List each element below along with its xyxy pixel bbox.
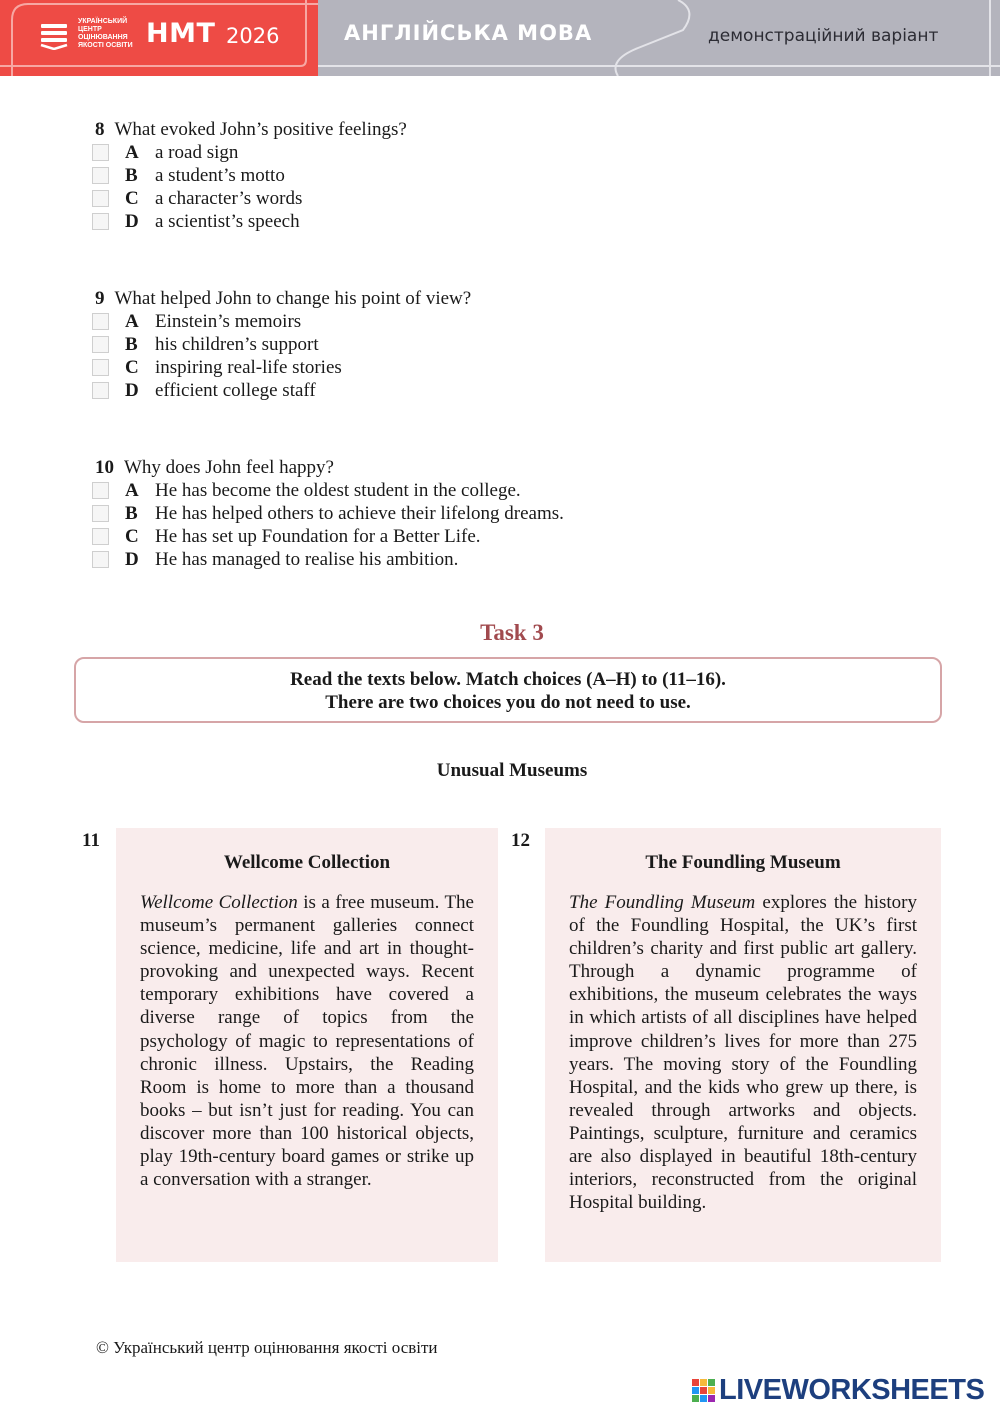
header-brand-panel <box>0 0 318 76</box>
answer-option[interactable] <box>92 525 652 548</box>
text-number: 11 <box>82 830 100 851</box>
ucoyo-logo-icon <box>38 20 72 50</box>
answer-option[interactable] <box>92 502 652 525</box>
page-header <box>0 0 1000 76</box>
answer-option[interactable] <box>92 141 652 164</box>
answer-checkbox[interactable] <box>92 551 109 568</box>
exam-name: НМТ <box>146 18 216 49</box>
subject-title: АНГЛІЙСЬКА МОВА <box>344 21 593 45</box>
text-body <box>569 891 917 1214</box>
text-card-foundling <box>545 828 941 1262</box>
option-text: He has become the oldest student in the college. <box>155 480 521 501</box>
option-letter: D <box>125 549 139 570</box>
question-number: 8 <box>95 119 105 140</box>
question-text: What helped John to change his point of view? <box>114 288 472 309</box>
answer-checkbox[interactable] <box>92 167 109 184</box>
org-line: ЦЕНТР <box>78 26 102 33</box>
option-text: He has managed to realise his ambition. <box>155 549 459 570</box>
question-text: What evoked John’s positive feelings? <box>114 119 407 140</box>
answer-checkbox[interactable] <box>92 482 109 499</box>
answer-option[interactable] <box>92 210 652 233</box>
answer-option[interactable] <box>92 187 652 210</box>
option-letter: C <box>125 357 139 378</box>
option-letter: D <box>125 211 139 232</box>
question-text: Why does John feel happy? <box>124 457 334 478</box>
option-letter: A <box>125 142 139 163</box>
header-subject-panel <box>318 0 1000 76</box>
option-text: Einstein’s memoirs <box>155 311 302 332</box>
question-number: 9 <box>95 288 105 309</box>
answer-checkbox[interactable] <box>92 190 109 207</box>
question-10 <box>92 456 652 571</box>
option-text: efficient college staff <box>155 380 316 401</box>
text-content: explores the history of the Foundling Hospital, the UK’s first children’s charity and first public art gallery. Through a dynamic programme of exhibitions, the museum celebrates the ways in which artists of all disciplines have helped improve children’s lives for more than 275 years. The moving story of the Foundling Hospital, and the kids who grew up there, is revealed through artworks and objects. Paintings, sculpture, furniture and ceramics are also displayed in beautiful 18th-century interiors, reconstructed from the original Hospital building. <box>569 892 917 1214</box>
text-body <box>140 891 474 1191</box>
question-9 <box>92 287 652 402</box>
question-stem <box>92 118 652 141</box>
answer-checkbox[interactable] <box>92 359 109 376</box>
option-letter: A <box>125 480 139 501</box>
instruction-line: There are two choices you do not need to use. <box>325 692 691 713</box>
liveworksheets-brand[interactable] <box>692 1374 984 1406</box>
question-stem <box>92 287 652 310</box>
option-text: He has set up Foundation for a Better Life. <box>155 526 481 547</box>
text-content: is a free museum. The museum’s permanent galleries connect science, medicine, life and art in thought-provoking and unexpected ways. Recent temporary exhibitions have covered a diverse range of topics from the psychology of magic to representations of chronic illness. Upstairs, the Reading Room is home to more than a thousand books – but isn’t just for reading. You can discover more than 100 historical objects, play 19th-century board games or strike up a conversation with a stranger. <box>140 892 474 1191</box>
text-title: The Foundling Museum <box>645 852 841 873</box>
section-title: Unusual Museums <box>436 760 588 781</box>
answer-checkbox[interactable] <box>92 313 109 330</box>
org-name <box>78 18 138 50</box>
answer-checkbox[interactable] <box>92 336 109 353</box>
option-text: inspiring real-life stories <box>155 357 342 378</box>
answer-checkbox[interactable] <box>92 505 109 522</box>
answer-checkbox[interactable] <box>92 382 109 399</box>
option-letter: B <box>125 334 138 355</box>
instruction-line: Read the texts below. Match choices (A–H) to (11–16). <box>290 669 726 690</box>
option-letter: C <box>125 188 139 209</box>
question-stem <box>92 456 652 479</box>
org-line: УКРАЇНСЬКИЙ <box>78 18 128 25</box>
option-text: a character’s words <box>155 188 303 209</box>
text-card-wellcome <box>116 828 498 1262</box>
exam-year: 2026 <box>226 24 280 48</box>
question-number: 10 <box>95 457 114 478</box>
question-8 <box>92 118 652 233</box>
copyright-footer: © Український центр оцінювання якості освіти <box>96 1338 438 1357</box>
task-title: Task 3 <box>480 620 544 645</box>
answer-checkbox[interactable] <box>92 144 109 161</box>
option-text: a scientist’s speech <box>155 211 300 232</box>
org-line: ОЦІНЮВАННЯ <box>78 34 128 41</box>
variant-label: демонстраційний варіант <box>708 26 939 46</box>
option-letter: B <box>125 503 138 524</box>
option-letter: A <box>125 311 139 332</box>
answer-option[interactable] <box>92 356 652 379</box>
text-number: 12 <box>511 830 530 851</box>
answer-option[interactable] <box>92 333 652 356</box>
answer-option[interactable] <box>92 310 652 333</box>
option-letter: D <box>125 380 139 401</box>
answer-option[interactable] <box>92 548 652 571</box>
text-lead: Wellcome Collection <box>140 892 298 913</box>
answer-option[interactable] <box>92 164 652 187</box>
option-text: a road sign <box>155 142 239 163</box>
answer-option[interactable] <box>92 379 652 402</box>
answer-checkbox[interactable] <box>92 528 109 545</box>
option-text: He has helped others to achieve their lifelong dreams. <box>155 503 564 524</box>
answer-checkbox[interactable] <box>92 213 109 230</box>
org-line: ЯКОСТІ ОСВІТИ <box>78 42 133 49</box>
liveworksheets-logo-icon <box>692 1379 715 1402</box>
brand-name: LIVEWORKSHEETS <box>719 1373 985 1406</box>
option-letter: B <box>125 165 138 186</box>
task-instructions <box>74 657 942 723</box>
option-text: his children’s support <box>155 334 319 355</box>
text-lead: The Foundling Museum <box>569 892 756 913</box>
text-title: Wellcome Collection <box>223 852 391 873</box>
answer-option[interactable] <box>92 479 652 502</box>
option-text: a student’s motto <box>155 165 285 186</box>
option-letter: C <box>125 526 139 547</box>
